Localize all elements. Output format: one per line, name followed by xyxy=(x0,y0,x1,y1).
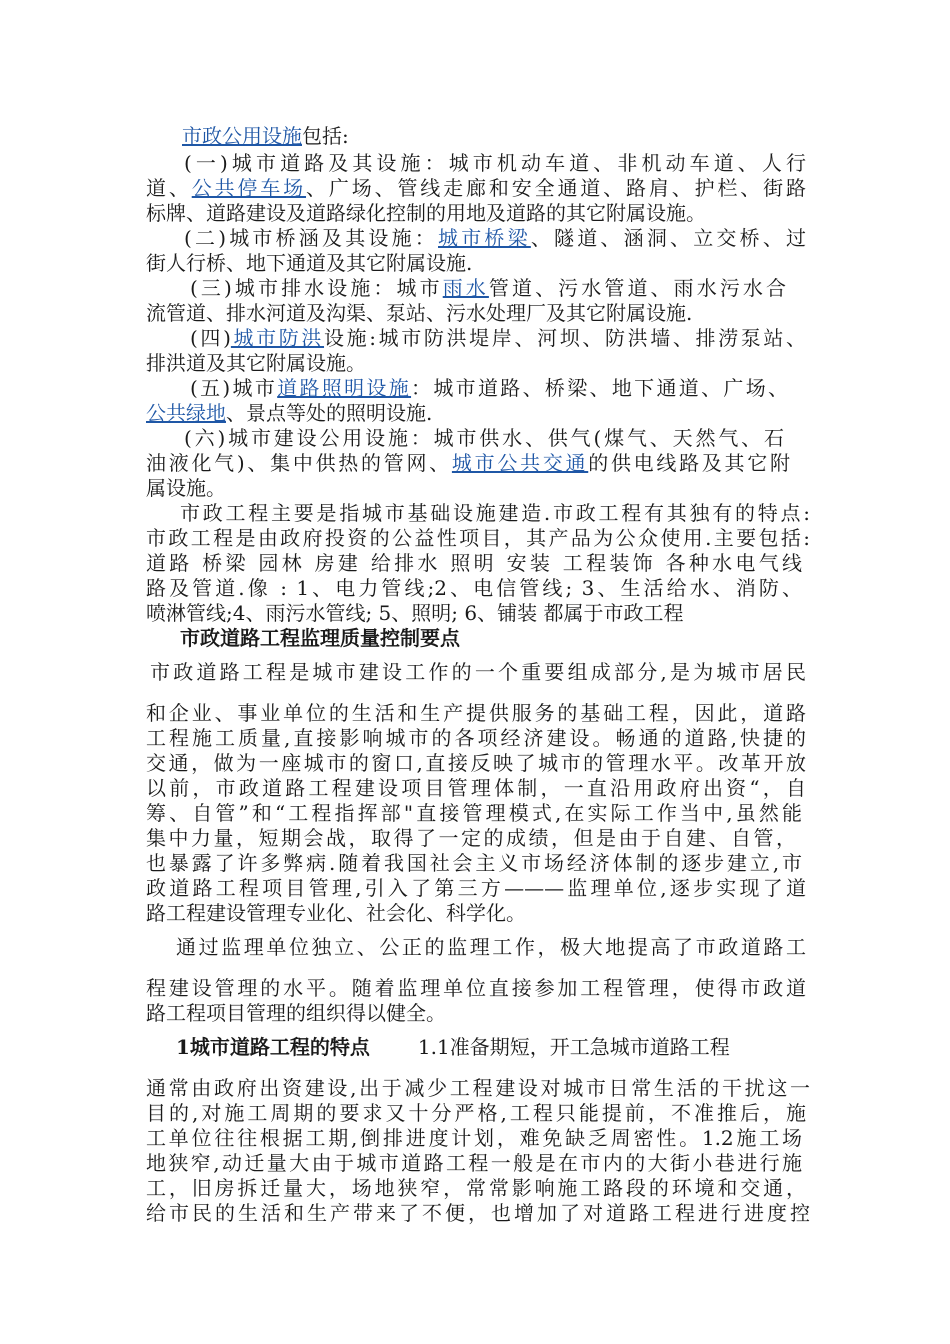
para1-line1: 市政道路工程是城市建设工作的一个重要组成部分,是为城市居民 xyxy=(150,660,806,684)
link-public-transit[interactable]: 城市公共交通 xyxy=(451,451,589,475)
link-public-parking[interactable]: 公共停车场 xyxy=(191,176,307,200)
link-flood-control[interactable]: 城市防洪 xyxy=(230,326,325,350)
summary-line2: 市政工程是由政府投资的公益性项目，其产品为公众使用.主要包括: xyxy=(146,526,810,550)
para3-line3: 目的,对施工周期的要求又十分严格,工程只能提前，不准推后，施 xyxy=(146,1101,806,1125)
summary-line5: 喷淋管线;4、雨污水管线; 5、照明; 6、铺装 都属于市政工程 xyxy=(146,601,684,625)
link-public-green-space[interactable]: 公共绿地 xyxy=(146,401,226,425)
intro-line: 市政公用设施包括: xyxy=(182,124,349,148)
link-municipal-facilities[interactable]: 市政公用设施 xyxy=(182,124,302,148)
summary-line4: 路及管道.像 : 1、电力管线;2、电信管线; 3、生活给水、消防、 xyxy=(146,576,802,600)
para1-line7: 集中力量，短期会战，取得了一定的成绩，但是由于自建、自管， xyxy=(146,826,796,850)
item4-line1: (四)城市防洪设施:城市防洪堤岸、河坝、防洪墙、排涝泵站、 xyxy=(190,326,806,350)
para1-line8: 也暴露了许多弊病.随着我国社会主义市场经济体制的逐步建立,市 xyxy=(146,851,802,875)
item3-line2: 流管道、排水河道及沟渠、泵站、污水处理厂及其它附属设施. xyxy=(146,301,693,325)
para3-line5: 地狭窄,动迁量大由于城市道路工程一般是在市内的大街小巷进行施 xyxy=(146,1151,802,1175)
link-city-bridges[interactable]: 城市桥梁 xyxy=(438,226,531,250)
item6-line1: (六)城市建设公用设施：城市供水、供气(煤气、天然气、石 xyxy=(184,426,784,450)
item1-line1: (一)城市道路及其设施：城市机动车道、非机动车道、人行 xyxy=(184,151,806,175)
item6-line3: 属设施。 xyxy=(146,476,226,500)
para3-line1: 1城市道路工程的特点 1.1准备期短，开工急城市道路工程 xyxy=(176,1035,730,1059)
para1-line2: 和企业、事业单位的生活和生产提供服务的基础工程，因此，道路 xyxy=(146,701,806,725)
para2-line3: 路工程项目管理的组织得以健全。 xyxy=(146,1001,446,1025)
subsection-heading: 1城市道路工程的特点 xyxy=(176,1035,370,1059)
summary-line1: 市政工程主要是指城市基础设施建造.市政工程有其独有的特点: xyxy=(180,501,810,525)
para3-line2: 通常由政府出资建设,出于减少工程建设对城市日常生活的干扰这一 xyxy=(146,1076,810,1100)
item5-line1: (五)城市道路照明设施：城市道路、桥梁、地下通道、广场、 xyxy=(190,376,789,400)
link-road-lighting[interactable]: 道路照明设施 xyxy=(277,376,412,400)
summary-line3: 道路 桥梁 园林 房建 给排水 照明 安装 工程装饰 各种水电气线 xyxy=(146,551,802,575)
para2-line1: 通过监理单位独立、公正的监理工作，极大地提高了市政道路工 xyxy=(176,935,806,959)
item1-line2: 道、公共停车场、广场、管线走廊和安全通道、路肩、护栏、街路 xyxy=(146,176,807,200)
para2-line2: 程建设管理的水平。随着监理单位直接参加工程管理，使得市政道 xyxy=(146,976,806,1000)
para1-line4: 交通，做为一座城市的窗口,直接反映了城市的管理水平。改革开放 xyxy=(146,751,806,775)
item6-line2: 油液化气)、集中供热的管网、城市公共交通的供电线路及其它附 xyxy=(146,451,791,475)
item3-line1: (三)城市排水设施：城市雨水管道、污水管道、雨水污水合 xyxy=(190,276,787,300)
para1-line3: 工程施工质量,直接影响城市的各项经济建设。畅通的道路,快捷的 xyxy=(146,726,806,750)
para1-line10: 路工程建设管理专业化、社会化、科学化。 xyxy=(146,901,526,925)
para1-line6: 筹、自管”和“工程指挥部"直接管理模式,在实际工作当中,虽然能 xyxy=(146,801,802,825)
item2-line1: (二)城市桥涵及其设施：城市桥梁、隧道、涵洞、立交桥、过 xyxy=(184,226,807,250)
para3-line6: 工，旧房拆迁量大，场地狭窄，常常影响施工路段的环境和交通， xyxy=(146,1176,806,1200)
item5-line2: 公共绿地、景点等处的照明设施. xyxy=(146,401,433,425)
para3-line7: 给市民的生活和生产带来了不便，也增加了对道路工程进行进度控 xyxy=(146,1201,810,1225)
item4-line2: 排洪道及其它附属设施。 xyxy=(146,351,366,375)
para1-line5: 以前，市政道路工程建设项目管理体制，一直沿用政府出资“，自 xyxy=(146,776,806,800)
para1-line9: 政道路工程项目管理,引入了第三方———监理单位,逐步实现了道 xyxy=(146,876,806,900)
para3-line4: 工单位往往根据工期,倒排进度计划，难免缺乏周密性。1.2施工场 xyxy=(146,1126,802,1150)
item1-line3: 标牌、道路建设及道路绿化控制的用地及道路的其它附属设施。 xyxy=(146,201,706,225)
link-rainwater[interactable]: 雨水 xyxy=(442,276,489,300)
item2-line2: 街人行桥、地下通道及其它附属设施. xyxy=(146,251,473,275)
section-heading: 市政道路工程监理质量控制要点 xyxy=(180,626,460,650)
